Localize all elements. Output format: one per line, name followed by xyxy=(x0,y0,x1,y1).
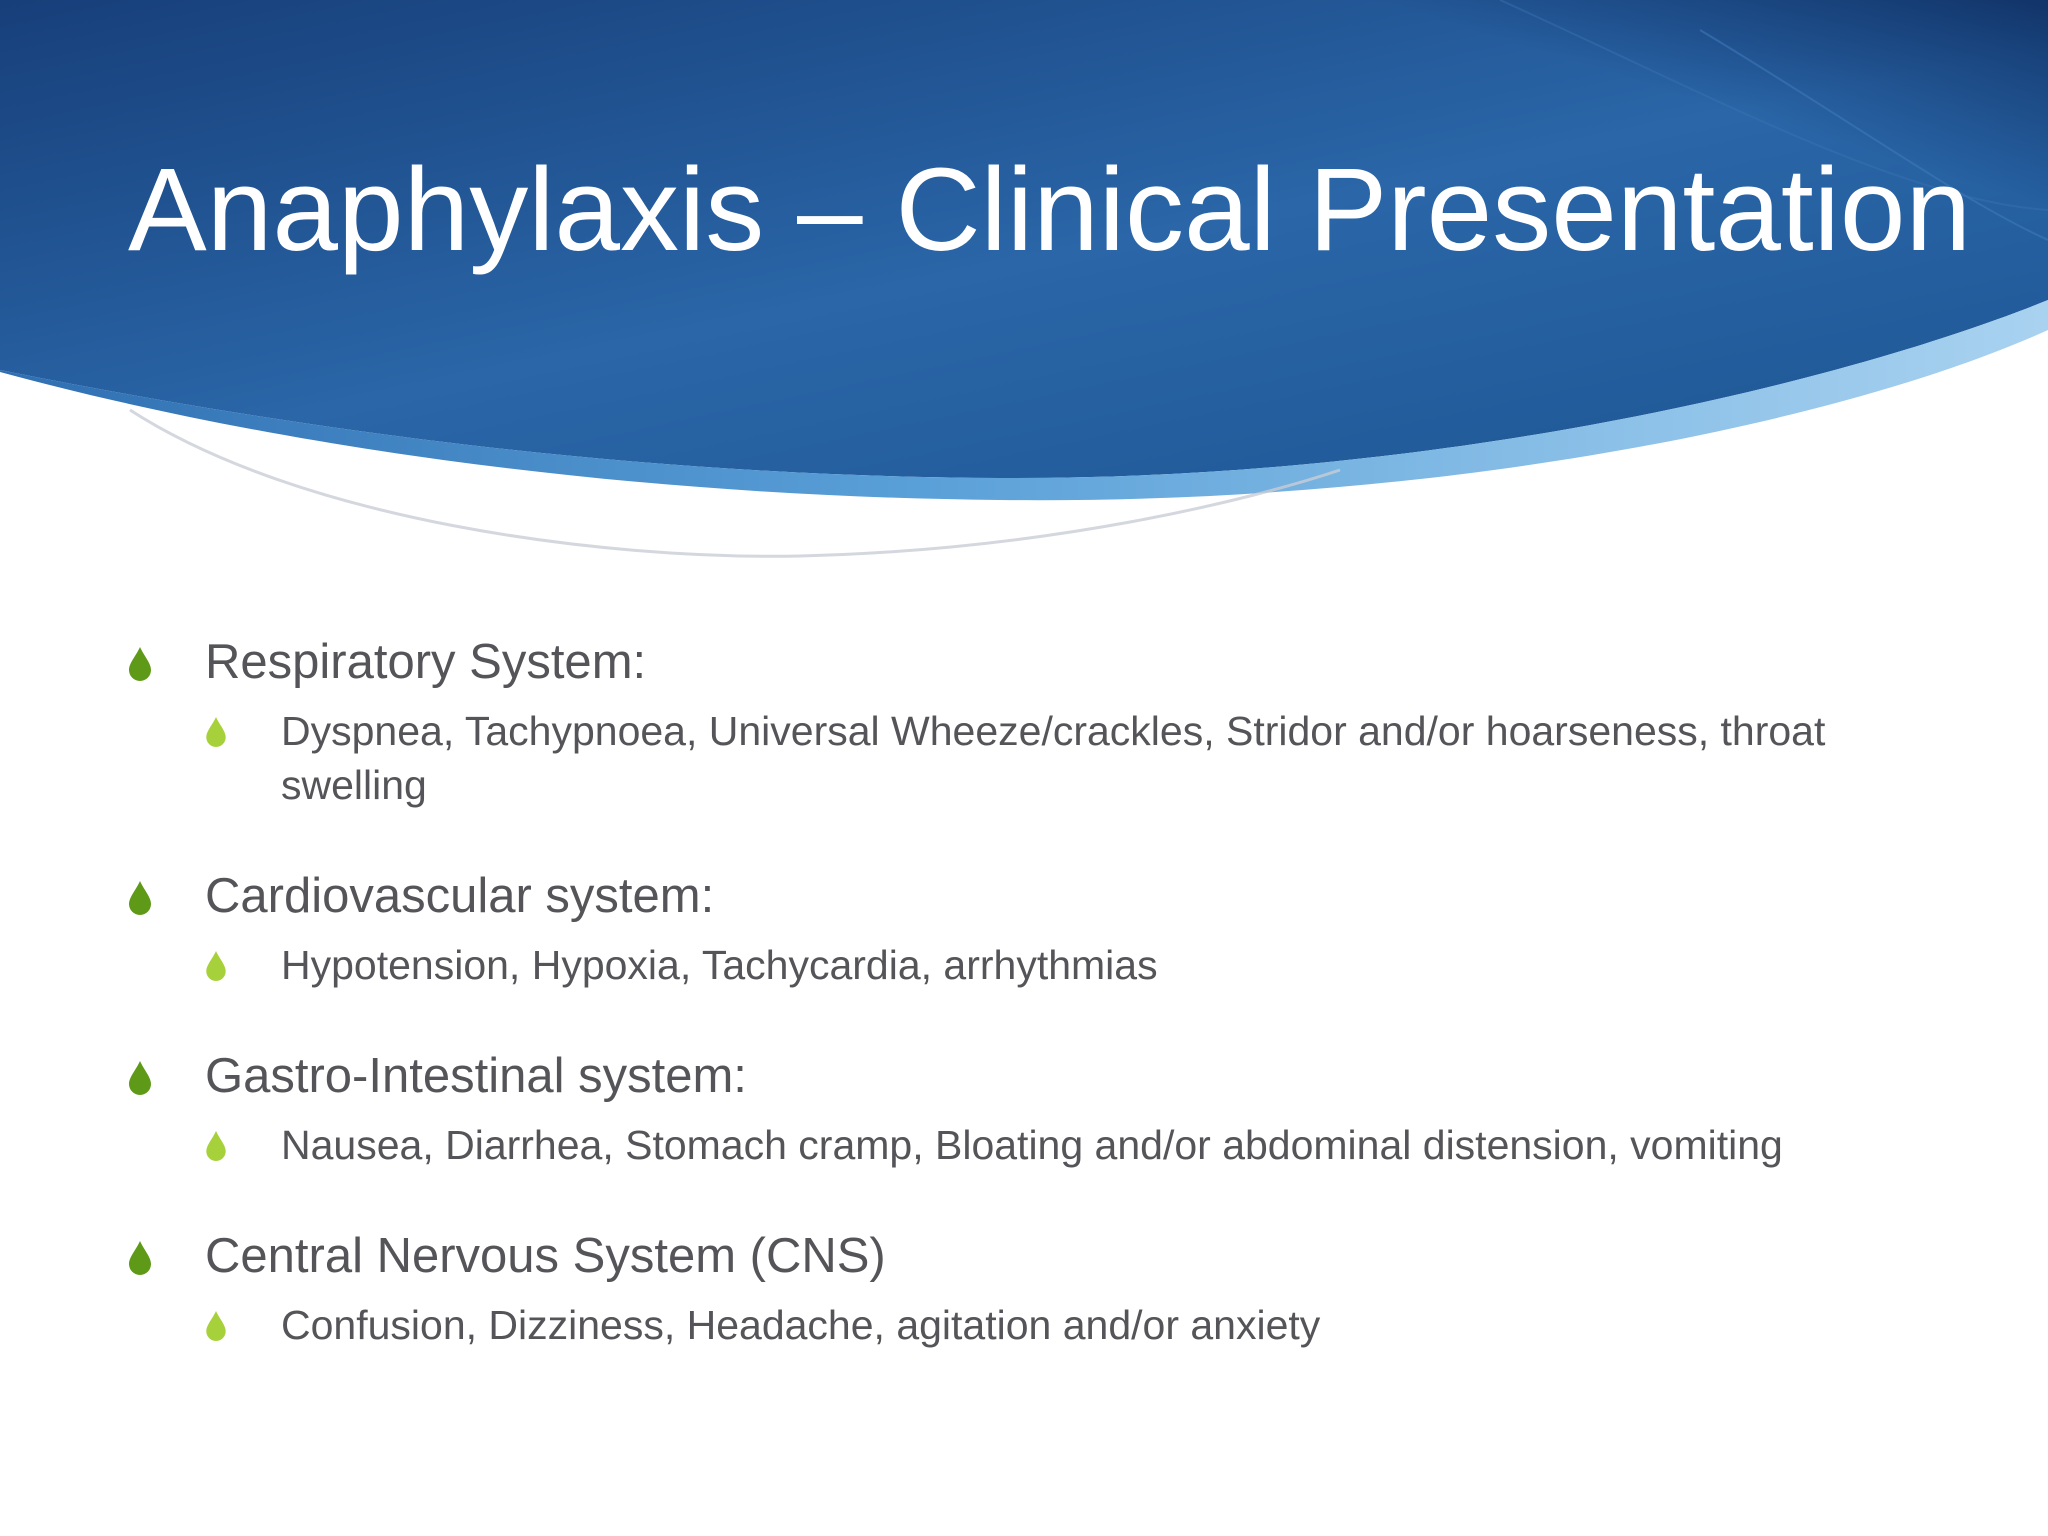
bullet-item xyxy=(128,1046,1928,1106)
section-heading: Gastro-Intestinal system: xyxy=(205,1049,747,1103)
droplet-icon xyxy=(205,717,227,747)
sub-bullet-item xyxy=(205,704,1931,812)
bullet-item xyxy=(128,1226,1928,1286)
droplet-icon xyxy=(128,1061,152,1095)
droplet-icon xyxy=(205,1131,227,1161)
sub-bullet-item xyxy=(205,1298,1931,1352)
section-detail: Confusion, Dizziness, Headache, agitation and/or anxiety xyxy=(281,1302,1321,1348)
header-banner xyxy=(0,0,2048,580)
bullet-list xyxy=(128,632,1928,1406)
droplet-icon xyxy=(128,881,152,915)
section-detail: Nausea, Diarrhea, Stomach cramp, Bloating and/or abdominal distension, vomiting xyxy=(281,1122,1783,1168)
droplet-icon xyxy=(128,1241,152,1275)
section-heading: Cardiovascular system: xyxy=(205,869,715,923)
slide-title: Anaphylaxis – Clinical Presentation xyxy=(128,144,1972,276)
section-cns xyxy=(128,1226,1928,1352)
section-heading: Respiratory System: xyxy=(205,635,647,689)
section-cardiovascular xyxy=(128,866,1928,992)
sub-bullet-item xyxy=(205,938,1931,992)
bullet-item xyxy=(128,632,1928,692)
droplet-icon xyxy=(205,1311,227,1341)
section-gastro-intestinal xyxy=(128,1046,1928,1172)
section-detail: Hypotension, Hypoxia, Tachycardia, arrhythmias xyxy=(281,942,1158,988)
section-heading: Central Nervous System (CNS) xyxy=(205,1229,886,1283)
droplet-icon xyxy=(205,951,227,981)
droplet-icon xyxy=(128,647,152,681)
sub-bullet-item xyxy=(205,1118,1931,1172)
section-respiratory xyxy=(128,632,1928,812)
bullet-item xyxy=(128,866,1928,926)
section-detail: Dyspnea, Tachypnoea, Universal Wheeze/crackles, Stridor and/or hoarseness, throat swelling xyxy=(281,708,1826,808)
